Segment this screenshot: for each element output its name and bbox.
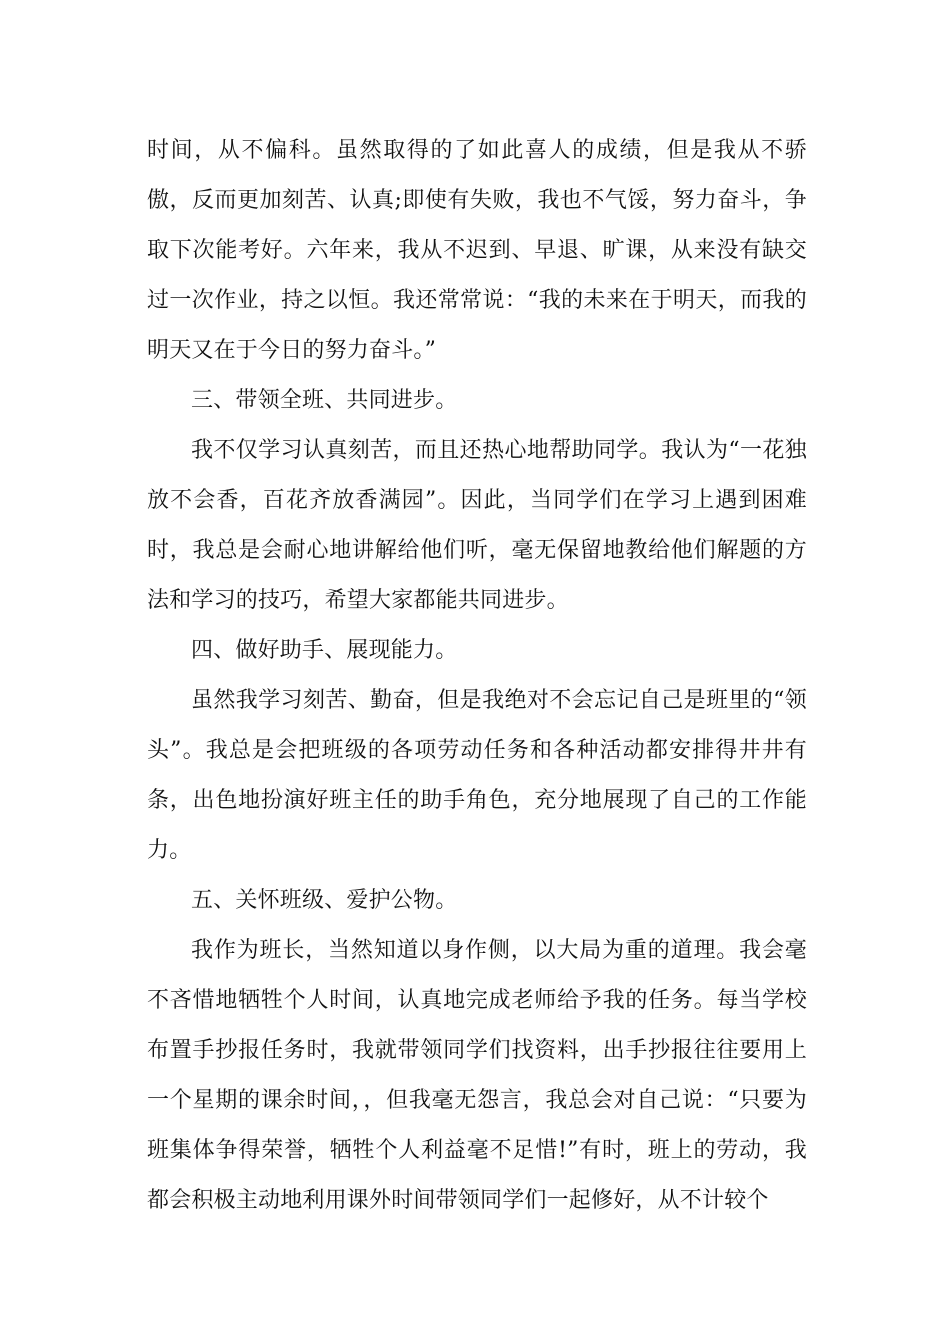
paragraph-assistant-role: 虽然我学习刻苦、勤奋，但是我绝对不会忘记自己是班里的“领头”。我总是会把班级的各项劳动任务和各种活动都安排得井井有条，出色地扮演好班主任的助手角色，充分地展现了自己的工作能力。: [147, 688, 807, 863]
section-heading-3: 三、带领全班、共同进步。: [191, 388, 458, 413]
section-heading-4: 四、做好助手、展现能力。: [191, 638, 458, 663]
paragraph-caring-class: 我作为班长，当然知道以身作侧，以大局为重的道理。我会毫不吝惜地牺牲个人时间，认真地完成老师给予我的任务。每当学校布置手抄报任务时，我就带领同学们找资料，出手抄报往往要用上一个星期的课余时间，，但我毫无怨言，我总会对自己说：“只要为班集体争得荣誉，牺牲个人利益毫不足惜!”有时，班上的劳动，我都会积极主动地利用课外时间带领同学们一起修好，从不计较个: [147, 938, 807, 1213]
document-body: [147, 126, 807, 1226]
paragraph-helping-classmates: 我不仅学习认真刻苦，而且还热心地帮助同学。我认为“一花独放不会香，百花齐放香满园”。因此，当同学们在学习上遇到困难时，我总是会耐心地讲解给他们听，毫无保留地教给他们解题的方法和学习的技巧，希望大家都能共同进步。: [147, 438, 807, 613]
paragraph-continuation: 时间，从不偏科。虽然取得的了如此喜人的成绩，但是我从不骄傲，反而更加刻苦、认真;即使有失败，我也不气馁，努力奋斗，争取下次能考好。六年来，我从不迟到、早退、旷课，从来没有缺交过一次作业，持之以恒。我还常常说：“我的未来在于明天，而我的明天又在于今日的努力奋斗。”: [147, 138, 807, 363]
section-heading-5: 五、关怀班级、爱护公物。: [191, 888, 458, 913]
